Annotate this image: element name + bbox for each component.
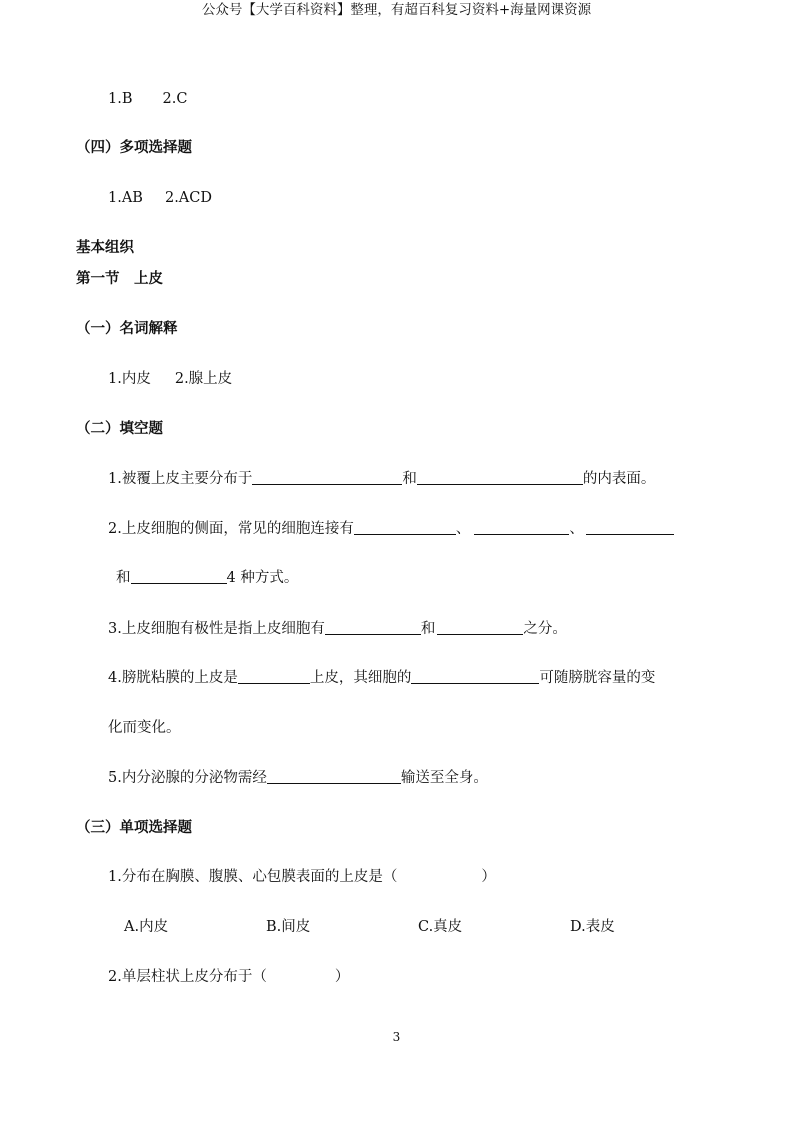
question-text: 可随膀胱容量的变 [539, 670, 656, 686]
term-item: 1.内皮 [108, 371, 151, 387]
answer-blank [411, 669, 539, 684]
question-text: 、 [569, 521, 584, 537]
single-choice-heading: （三）单项选择题 [76, 820, 192, 836]
question-text: 和 [116, 570, 131, 586]
fill-question-5 [108, 768, 488, 788]
answer-item: 1.B [108, 91, 133, 107]
chapter-title: 基本组织 [76, 240, 134, 256]
multi-choice-heading: （四）多项选择题 [76, 140, 192, 156]
answer-blank [586, 520, 674, 535]
answer-blank [474, 520, 569, 535]
answer-blank [325, 620, 421, 635]
option-b: B.间皮 [266, 919, 311, 935]
fill-question-3 [108, 619, 567, 639]
question-text: 3.上皮细胞有极性是指上皮细胞有 [108, 621, 325, 637]
fill-heading: （二）填空题 [76, 421, 163, 437]
option-a: A.内皮 [124, 919, 169, 935]
fill-question-4-cont: 化而变化。 [108, 720, 181, 736]
question-text: ） [334, 969, 350, 985]
single-question-2 [108, 967, 349, 987]
option-d: D.表皮 [570, 919, 615, 935]
answer-item: 2.C [162, 91, 188, 107]
answer-blank [238, 669, 310, 684]
question-text: 4.膀胱粘膜的上皮是 [108, 670, 238, 686]
question-text: 和 [420, 621, 436, 637]
answer-blank [267, 769, 401, 784]
term-item: 2.腺上皮 [174, 371, 233, 387]
answer-blank [131, 569, 227, 584]
terms-row [108, 369, 232, 389]
question-text: 5.内分泌腺的分泌物需经 [108, 770, 267, 786]
question-text: 1.被覆上皮主要分布于 [108, 471, 253, 487]
question-text: ） [481, 869, 496, 885]
answer-blank [437, 620, 523, 635]
question-text: 输送至全身。 [400, 770, 488, 786]
answer-row-single [108, 89, 187, 109]
option-c: C.真皮 [418, 919, 463, 935]
question-text: 4 种方式。 [226, 570, 299, 586]
answer-item: 1.AB [108, 190, 143, 206]
answer-blank [252, 470, 402, 485]
question-text: 和 [402, 471, 417, 487]
section-title: 第一节 上皮 [76, 271, 163, 287]
question-text: 上皮，其细胞的 [309, 670, 412, 686]
terms-heading: （一）名词解释 [76, 321, 178, 337]
answer-row-multi [108, 188, 212, 208]
fill-question-4 [108, 668, 655, 688]
answer-blank [354, 520, 456, 535]
single-question-1 [108, 867, 496, 887]
question-text: 之分。 [523, 621, 567, 637]
question-text: 2.单层柱状上皮分布于（ [108, 969, 267, 985]
fill-question-2-cont [116, 568, 298, 588]
page-number: 3 [392, 1030, 401, 1044]
question-text: 、 [455, 521, 471, 537]
question-text: 1.分布在胸膜、腹膜、心包膜表面的上皮是（ [108, 869, 398, 885]
answer-item: 2.ACD [164, 190, 212, 206]
question-text: 的内表面。 [582, 471, 656, 487]
page-header: 公众号【大学百科资料】整理，有超百科复习资料+海量网课资源 [201, 2, 592, 18]
answer-blank [417, 470, 583, 485]
fill-question-1 [108, 469, 655, 489]
fill-question-2 [108, 519, 674, 539]
question-text: 2.上皮细胞的侧面，常见的细胞连接有 [108, 521, 354, 537]
